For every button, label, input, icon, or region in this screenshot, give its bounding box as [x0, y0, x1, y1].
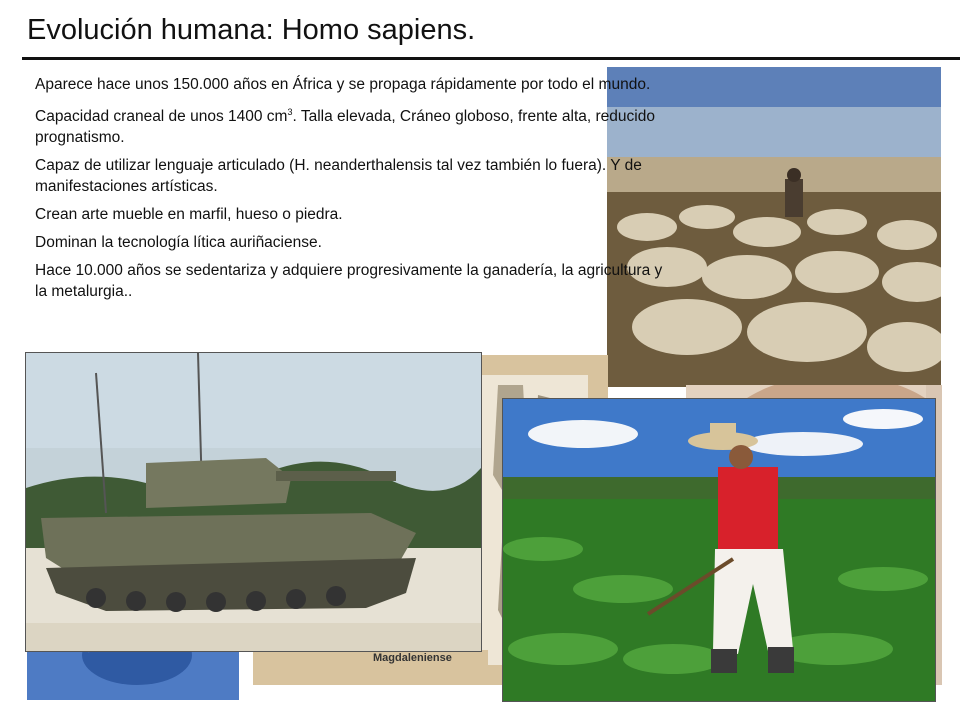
bullet-cranial-capacity — [35, 102, 675, 148]
bullet-origin: Aparece hace unos 150.000 años en África y se propaga rápidamente por todo el mundo. — [35, 76, 651, 93]
bullet-art: Crean arte mueble en marfil, hueso o piedra. — [35, 206, 343, 224]
bullet-cranial-rest: . Talla elevada, Cráneo globoso, frente alta, reducido prognatismo. — [35, 108, 655, 147]
tank-photo — [25, 352, 482, 652]
bullet-sedentary: Hace 10.000 años se sedentariza y adquiere progresivamente la ganadería, la agricultura y la metalurgia.. — [35, 262, 663, 301]
bullet-language: Capaz de utilizar lenguaje articulado (H. neanderthalensis tal vez también lo fuera). Y de manifestaciones artísticas. — [35, 157, 642, 196]
cubic-superscript: 3 — [287, 107, 293, 117]
farmer-photo — [502, 398, 936, 702]
title-divider — [22, 57, 960, 60]
slide-title: Evolución humana: Homo sapiens. — [27, 14, 476, 46]
magdaleniense-label: Magdaleniense — [373, 652, 452, 664]
bullet-lithic: Dominan la tecnología lítica auriñaciense. — [35, 234, 322, 252]
bullet-cranial-text: Capacidad craneal de unos 1400 cm — [35, 108, 288, 126]
bullet-list — [35, 74, 675, 309]
